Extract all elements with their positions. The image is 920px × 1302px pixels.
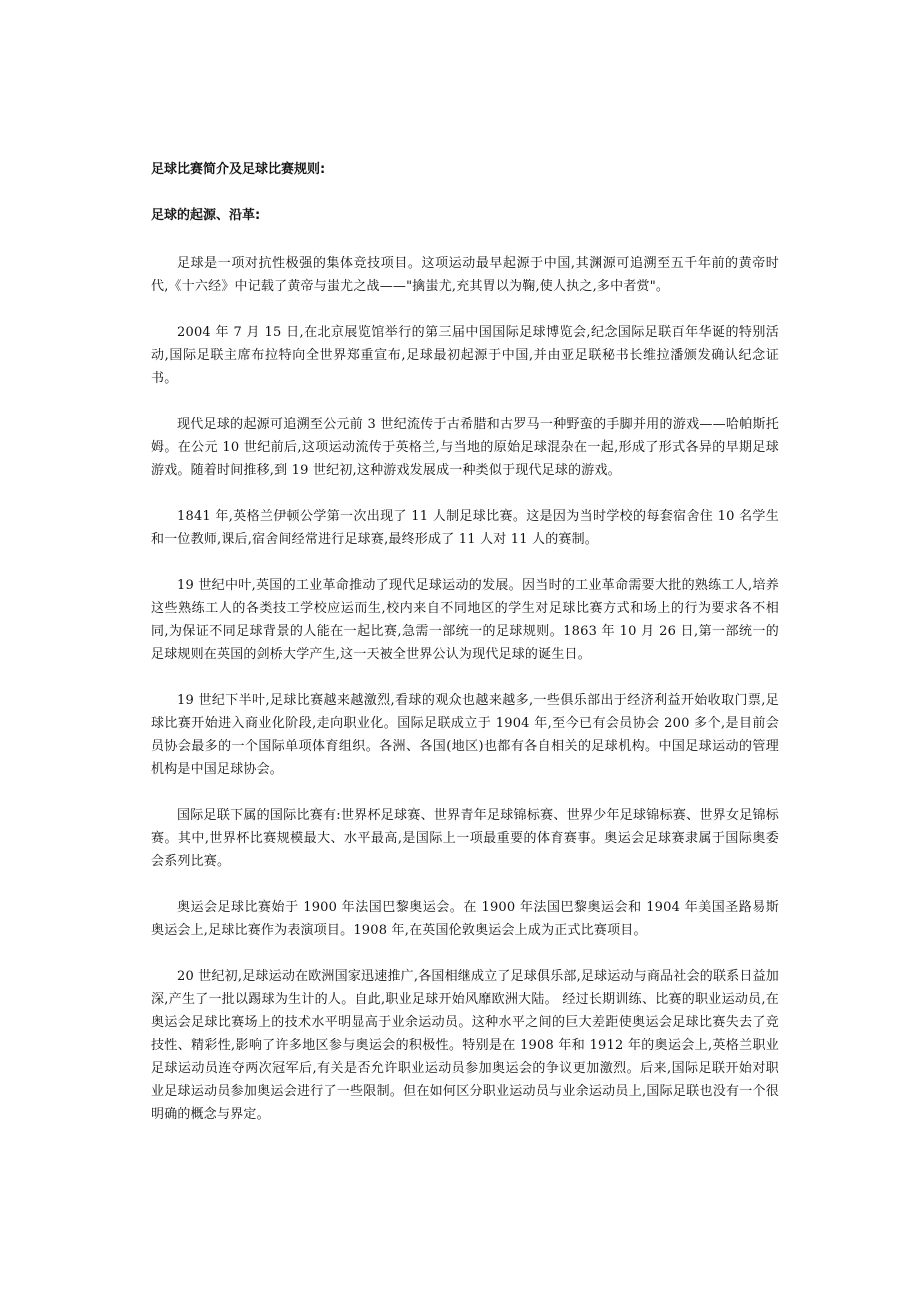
paragraph: 19 世纪中叶,英国的工业革命推动了现代足球运动的发展。因当时的工业革命需要大批的熟练工人,培养这些熟练工人的各类技工学校应运而生,校内来自不同地区的学生对足球比赛方式和场上的行为要求各不相同,为保证不同足球背景的人能在一起比赛,急需一部统一的足球规则。1863 年 10 月 26 日,第一部统一的足球规则在英国的剑桥大学产生,这一天被全世界公认为现代足球的诞生日。 xyxy=(151,578,779,662)
paragraph: 奥运会足球比赛始于 1900 年法国巴黎奥运会。在 1900 年法国巴黎奥运会和 1904 年美国圣路易斯奥运会上,足球比赛作为表演项目。1908 年,在英国伦敦奥运会上成为正式比赛项目。 xyxy=(151,900,779,938)
paragraph: 现代足球的起源可追溯至公元前 3 世纪流传于古希腊和古罗马一种野蛮的手脚并用的游戏——哈帕斯托姆。在公元 10 世纪前后,这项运动流传于英格兰,与当地的原始足球混杂在一起,形成了形式各异的早期足球游戏。随着时间推移,到 19 世纪初,这种游戏发展成一种类似于现代足球的游戏。 xyxy=(151,417,779,478)
paragraph: 2004 年 7 月 15 日,在北京展览馆举行的第三届中国国际足球博览会,纪念国际足联百年华诞的特别活动,国际足联主席布拉特向全世界郑重宣布,足球最初起源于中国,并由亚足联秘书长维拉潘颁发确认纪念证书。 xyxy=(151,325,779,386)
section-heading: 足球的起源、沿革: xyxy=(151,208,261,223)
document-title: 足球比赛简介及足球比赛规则: xyxy=(151,162,326,177)
paragraph: 19 世纪下半叶,足球比赛越来越激烈,看球的观众也越来越多,一些俱乐部出于经济利益开始收取门票,足球比赛开始进入商业化阶段,走向职业化。国际足联成立于 1904 年,至今已有会员协会 200 多个,是目前会员协会最多的一个国际单项体育组织。各洲、各国(地区)也都有各自相关的足球机构。中国足球运动的管理机构是中国足球协会。 xyxy=(151,693,779,777)
document-page xyxy=(151,160,779,1149)
paragraph: 足球是一项对抗性极强的集体竞技项目。这项运动最早起源于中国,其渊源可追溯至五千年前的黄帝时代,《十六经》中记载了黄帝与蚩尤之战——"擒蚩尤,充其胃以为鞠,使人执之,多中者赏"。 xyxy=(151,256,779,294)
paragraph: 国际足联下属的国际比赛有:世界杯足球赛、世界青年足球锦标赛、世界少年足球锦标赛、世界女足锦标赛。其中,世界杯比赛规模最大、水平最高,是国际上一项最重要的体育赛事。奥运会足球赛隶属于国际奥委会系列比赛。 xyxy=(151,808,779,869)
paragraph: 1841 年,英格兰伊顿公学第一次出现了 11 人制足球比赛。这是因为当时学校的每套宿舍住 10 名学生和一位教师,课后,宿舍间经常进行足球赛,最终形成了 11 人对 11 人的赛制。 xyxy=(151,509,779,547)
paragraph: 20 世纪初,足球运动在欧洲国家迅速推广,各国相继成立了足球俱乐部,足球运动与商品社会的联系日益加深,产生了一批以踢球为生计的人。自此,职业足球开始风靡欧洲大陆。 经过长期训练、比赛的职业运动员,在奥运会足球比赛场上的技术水平明显高于业余运动员。这种水平之间的巨大差距使奥运会足球比赛失去了竞技性、精彩性,影响了许多地区参与奥运会的积极性。特别是在 1908 年和 1912 年的奥运会上,英格兰职业足球运动员连夺两次冠军后,有关是否允许职业运动员参加奥运会的争议更加激烈。后来,国际足联开始对职业足球运动员参加奥运会进行了一些限制。但在如何区分职业运动员与业余运动员上,国际足联也没有一个很明确的概念与界定。 xyxy=(151,969,779,1122)
